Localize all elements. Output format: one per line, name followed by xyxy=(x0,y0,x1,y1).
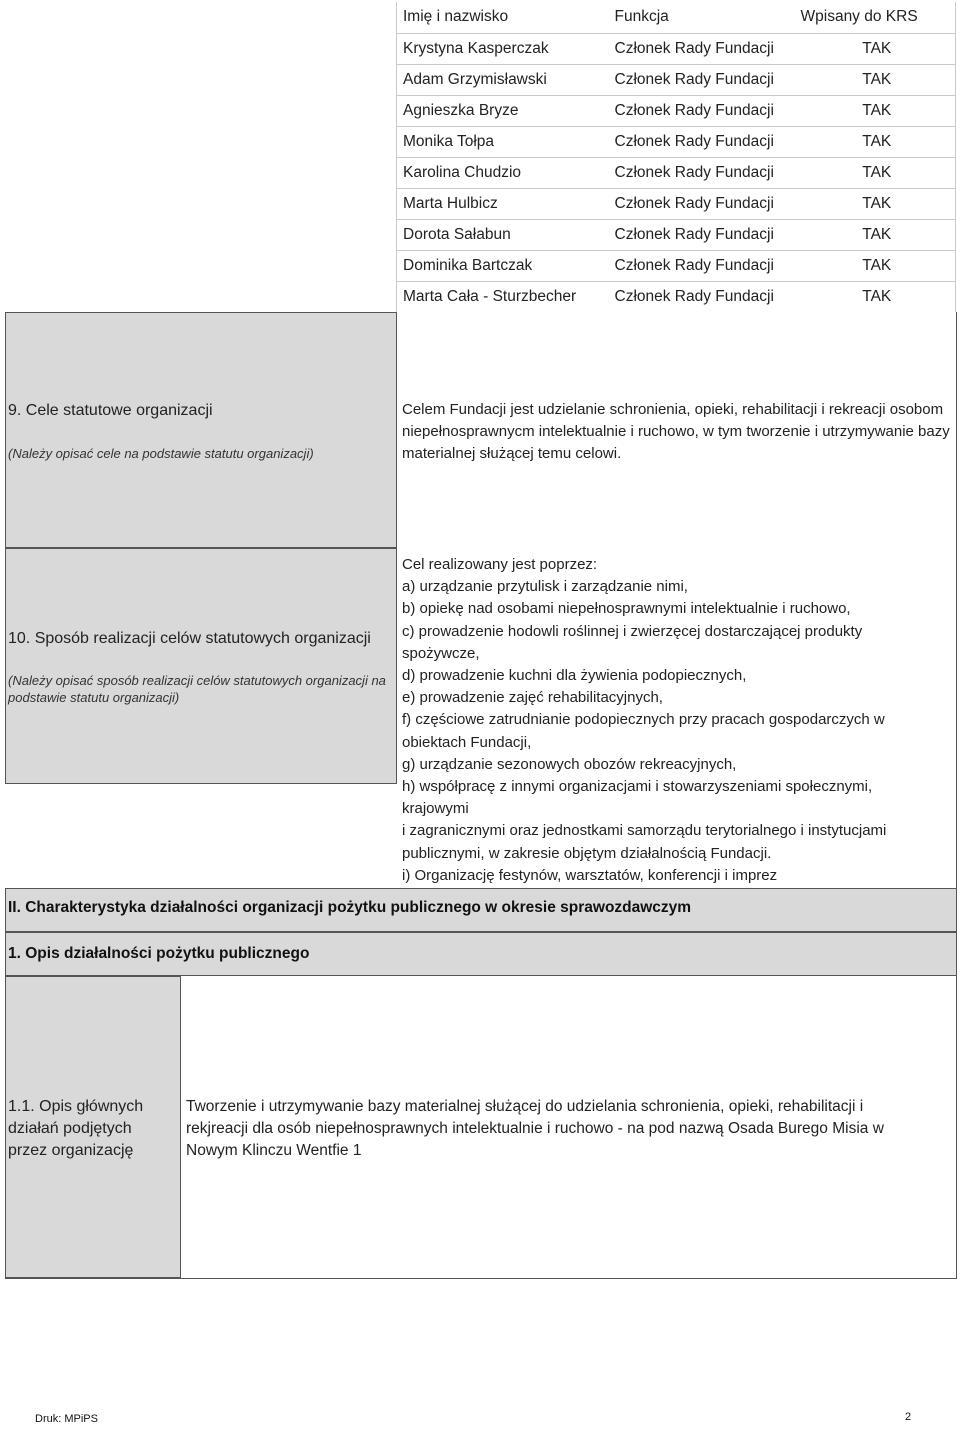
section9-title: 9. Cele statutowe organizacji xyxy=(8,402,213,419)
table-row xyxy=(397,126,956,157)
content-line: rekjreacji dla osób niepełnosprawnych intelektualnie i ruchowo - na pod nazwą Osada Burego Misia w xyxy=(186,1120,884,1138)
content-line: Cel realizowany jest poprzez: xyxy=(402,556,598,573)
member-name: Agnieszka Bryze xyxy=(397,95,609,126)
member-name: Marta Hulbicz xyxy=(397,188,609,219)
member-name: Dorota Sałabun xyxy=(397,219,609,250)
member-function: Członek Rady Fundacji xyxy=(609,95,799,126)
member-function: Członek Rady Fundacji xyxy=(609,126,799,157)
content-line: f) częściowe zatrudnianie podopiecznych przy pracach gospodarczych w xyxy=(402,711,885,729)
table-row xyxy=(397,188,956,219)
section9-label-box xyxy=(5,312,397,548)
member-krs: TAK xyxy=(799,95,956,126)
item11-title xyxy=(8,1096,143,1162)
header-function: Funkcja xyxy=(614,8,669,26)
header-krs: Wpisany do KRS xyxy=(800,8,918,26)
table-row xyxy=(397,33,956,64)
table-row xyxy=(397,281,956,312)
content-line: krajowymi xyxy=(402,800,469,818)
content-line: Nowym Klinczu Wentfie 1 xyxy=(186,1142,362,1160)
part2-heading: II. Charakterystyka działalności organizacji pożytku publicznego w okresie sprawozdawczym xyxy=(8,899,692,916)
item11-title-line: działań podjętych xyxy=(8,1120,132,1137)
table-row xyxy=(397,64,956,95)
member-name: Krystyna Kasperczak xyxy=(397,33,609,64)
content-line: g) urządzanie sezonowych obozów rekreacyjnych, xyxy=(402,755,737,773)
member-function: Członek Rady Fundacji xyxy=(609,250,799,281)
member-function: Członek Rady Fundacji xyxy=(609,188,799,219)
content-line: obiektach Fundacji, xyxy=(402,733,532,751)
member-name: Karolina Chudzio xyxy=(397,157,609,188)
content-line: h) współpracę z innymi organizacjami i stowarzyszeniami społecznymi, xyxy=(402,778,873,796)
content-line: spożywcze, xyxy=(402,644,480,662)
item11-title-line: przez organizację xyxy=(8,1142,134,1159)
sub1-heading: 1. Opis działalności pożytku publicznego xyxy=(8,945,310,962)
member-krs: TAK xyxy=(799,126,956,157)
section9-content: Celem Fundacji jest udzielanie schronienia, opieki, rehabilitacji i rekreacji osobom niepełnosprawnycm intelektualnie i ruchowo, w tym tworzenie i utrzymywanie bazy materialnej służącej temu celowi. xyxy=(402,401,950,463)
member-function: Członek Rady Fundacji xyxy=(609,157,799,188)
item11-title-line: 1.1. Opis głównych xyxy=(8,1098,144,1115)
member-krs: TAK xyxy=(799,33,956,64)
content-line: publicznymi, w zakresie objętym działalnością Fundacji. xyxy=(402,844,772,862)
content-line: e) prowadzenie zajęć rehabilitacyjnych, xyxy=(402,689,663,707)
content-line: i) Organizację festynów, warsztatów, konferencji i imprez xyxy=(402,866,778,884)
member-krs: TAK xyxy=(799,281,956,312)
content-line: c) prowadzenie hodowli roślinnej i zwierzęcej dostarczającej produkty xyxy=(402,622,863,640)
content-line: i zagranicznymi oraz jednostkami samorządu terytorialnego i instytucjami xyxy=(402,822,887,840)
member-krs: TAK xyxy=(799,64,956,95)
item11-bottom-border xyxy=(5,1278,957,1279)
section10-note: (Należy opisać sposób realizacji celów statutowych organizacji na podstawie statutu organizacji) xyxy=(8,673,386,705)
footer-print: Druk: MPiPS xyxy=(35,1413,98,1425)
section10-title: 10. Sposób realizacji celów statutowych organizacji xyxy=(8,630,371,647)
content-line: a) urządzanie przytulisk i zarządzanie nimi, xyxy=(402,578,688,596)
table-row xyxy=(397,157,956,188)
content-line: b) opiekę nad osobami niepełnosprawnymi intelektualnie i ruchowo, xyxy=(402,600,851,618)
member-name: Marta Cała - Sturzbecher xyxy=(397,281,609,312)
content-line: d) prowadzenie kuchni dla żywienia podopiecznych, xyxy=(402,667,747,685)
member-name: Monika Tołpa xyxy=(397,126,609,157)
section10-label-box xyxy=(5,548,397,784)
table-row xyxy=(397,250,956,281)
section10-content xyxy=(402,554,952,887)
member-krs: TAK xyxy=(799,188,956,219)
content-line: Tworzenie i utrzymywanie bazy materialnej służącej do udzielania schronienia, opieki, rehabilitacji i xyxy=(186,1098,864,1115)
member-function: Członek Rady Fundacji xyxy=(609,281,799,312)
member-name: Adam Grzymisławski xyxy=(397,64,609,95)
table-header-row xyxy=(397,2,956,33)
member-function: Członek Rady Fundacji xyxy=(609,33,799,64)
item11-right-border xyxy=(956,976,957,1278)
member-krs: TAK xyxy=(799,219,956,250)
member-name: Dominika Bartczak xyxy=(397,250,609,281)
section9-note: (Należy opisać cele na podstawie statutu organizacji) xyxy=(8,446,314,461)
table-row xyxy=(397,95,956,126)
section9-right-border xyxy=(956,312,957,548)
member-krs: TAK xyxy=(799,157,956,188)
item11-content xyxy=(186,1096,954,1163)
section10-right-border xyxy=(956,548,957,888)
members-table xyxy=(396,2,956,312)
footer-page-number: 2 xyxy=(905,1411,912,1423)
table-row xyxy=(397,219,956,250)
member-function: Członek Rady Fundacji xyxy=(609,64,799,95)
member-function: Członek Rady Fundacji xyxy=(609,219,799,250)
header-name: Imię i nazwisko xyxy=(403,8,509,26)
member-krs: TAK xyxy=(799,250,956,281)
